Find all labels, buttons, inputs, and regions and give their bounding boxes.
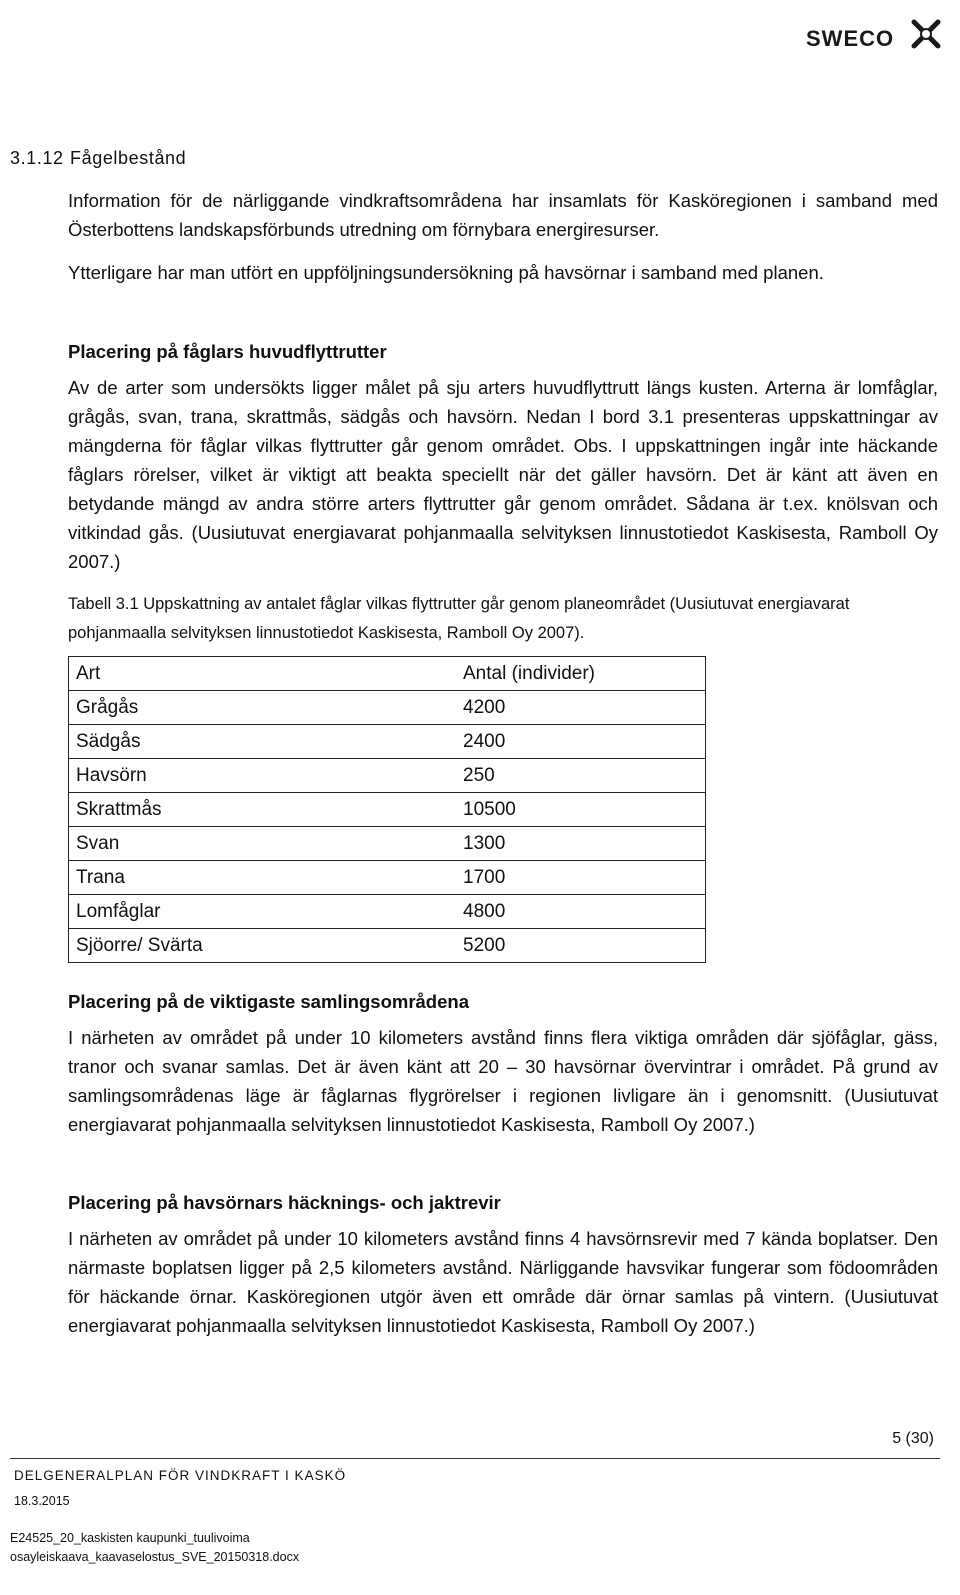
count-cell: 5200 xyxy=(456,929,706,963)
species-cell: Lomfåglar xyxy=(69,895,457,929)
table-row xyxy=(69,827,706,861)
count-cell: 10500 xyxy=(456,793,706,827)
count-cell: 250 xyxy=(456,759,706,793)
species-cell: Grågås xyxy=(69,691,457,725)
section-heading xyxy=(10,148,186,169)
migration-paragraph: Av de arter som undersökts ligger målet på sju arters huvudflyttrutt längs kusten. Arterna är lomfåglar, grågås, svan, trana, skrattmås, sädgås och havsörn. Nedan I bord 3.1 presenteras uppskattningar av mängderna för fåglar vilkas flyttrutter går genom området. Obs. I uppskattningen ingår inte häckande fåglars rörelser, vilket är viktigt att beakta speciellt när det gäller havsörn. Det är känt att även en betydande mängd av andra större arters flyttrutter går genom området. Sådana är t.ex. knölsvan och vitkindad gås. (Uusiutuvat energiavarat pohjanmaalla selvityksen linnustotiedot Kaskisesta, Ramboll Oy 2007.) xyxy=(68,377,938,572)
table-header-row xyxy=(69,657,706,691)
table-row xyxy=(69,759,706,793)
followup-paragraph: Ytterligare har man utfört en uppföljningsundersökning på havsörnar i samband med planen. xyxy=(68,262,824,283)
logo-text: SWECO xyxy=(806,26,895,51)
footer-filename-line2: osayleiskaava_kaavaselostus_SVE_20150318.docx xyxy=(10,1550,300,1564)
count-cell: 1700 xyxy=(456,861,706,895)
table-row xyxy=(69,691,706,725)
header-art: Art xyxy=(69,657,457,691)
subheading-eagle-territories: Placering på havsörnars häcknings- och jaktrevir xyxy=(68,1192,501,1213)
species-cell: Svan xyxy=(69,827,457,861)
intro-paragraph: Information för de närliggande vindkraftsområdena har insamlats för Kasköregionen i samband med Österbottens landskapsförbunds utredning om förnybara energiresurser. xyxy=(68,190,938,240)
bird-species-table xyxy=(68,656,706,963)
table-caption: Tabell 3.1 Uppskattning av antalet fåglar vilkas flyttrutter går genom planeområdet (Uusiutuvat energiavarat pohjanmaalla selvityksen linnustotiedot Kaskisesta, Ramboll Oy 2007). xyxy=(68,595,850,642)
section-number: 3.1.12 xyxy=(10,148,64,168)
count-cell: 2400 xyxy=(456,725,706,759)
sweco-logo xyxy=(806,14,946,54)
eagle-paragraph: I närheten av området på under 10 kilometers avstånd finns 4 havsörnsrevir med 7 kända boplatser. Den närmaste boplatsen ligger på 2,5 kilometers avstånd. Närliggande havsvikar fungerar som födoområden för häckande örnar. Kasköregionen utgör även ett område där örnar samlas på vintern. (Uusiutuvat energiavarat pohjanmaalla selvityksen linnustotiedot Kaskisesta, Ramboll Oy 2007.) xyxy=(68,1228,938,1336)
page-number: 5 (30) xyxy=(892,1430,934,1447)
footer-document-title: DELGENERALPLAN FÖR VINDKRAFT I KASKÖ xyxy=(14,1468,347,1483)
table-row xyxy=(69,725,706,759)
table-row xyxy=(69,929,706,963)
table-row xyxy=(69,793,706,827)
species-cell: Sädgås xyxy=(69,725,457,759)
table-row xyxy=(69,861,706,895)
species-cell: Sjöorre/ Svärta xyxy=(69,929,457,963)
subheading-gathering-areas: Placering på de viktigaste samlingsområdena xyxy=(68,991,469,1012)
footer-divider xyxy=(10,1458,940,1459)
footer-filename-line1: E24525_20_kaskisten kaupunki_tuulivoima xyxy=(10,1531,250,1545)
table-row xyxy=(69,895,706,929)
count-cell: 4200 xyxy=(456,691,706,725)
species-cell: Havsörn xyxy=(69,759,457,793)
sweco-mark-icon xyxy=(906,14,946,54)
count-cell: 1300 xyxy=(456,827,706,861)
species-cell: Trana xyxy=(69,861,457,895)
footer-date: 18.3.2015 xyxy=(14,1494,70,1508)
section-title: Fågelbestånd xyxy=(70,148,187,168)
count-cell: 4800 xyxy=(456,895,706,929)
header-antal: Antal (individer) xyxy=(456,657,706,691)
species-cell: Skrattmås xyxy=(69,793,457,827)
gathering-paragraph: I närheten av området på under 10 kilometers avstånd finns flera viktiga områden där sjöfåglar, gäss, tranor och svanar samlas. Det är även känt att 20 – 30 havsörnar övervintrar i området. På grund av samlingsområdenas läge är fåglarnas flygrörelser i regionen livligare än i genomsnitt. (Uusiutuvat energiavarat pohjanmaalla selvityksen linnustotiedot Kaskisesta, Ramboll Oy 2007.) xyxy=(68,1027,938,1135)
subheading-migration-routes: Placering på fåglars huvudflyttrutter xyxy=(68,341,387,362)
